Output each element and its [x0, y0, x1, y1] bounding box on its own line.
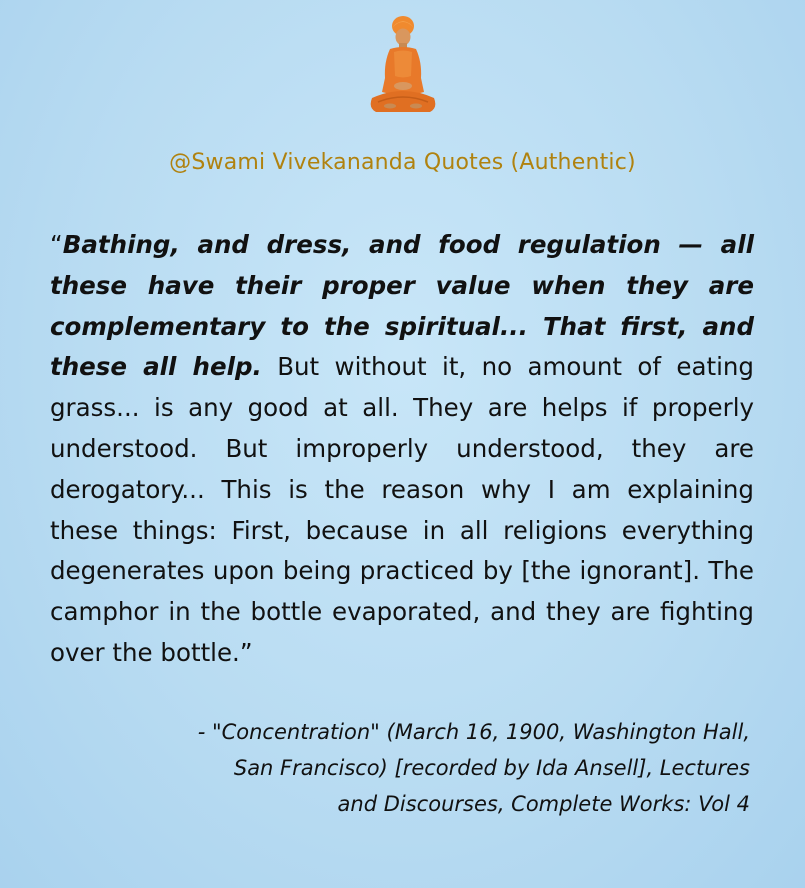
quote-open-mark: “	[50, 230, 63, 259]
seated-monk-figure-icon	[366, 12, 440, 116]
quote-emphasized-text: Bathing, and dress, and food regulation — all these have their proper value when they are complementary to the spiritual... That first, and these all help.	[50, 230, 754, 382]
citation-block	[100, 714, 750, 822]
citation-line: San Francisco) [recorded by Ida Ansell], Lectures	[233, 756, 750, 780]
quote-close-mark: ”	[239, 637, 253, 667]
citation-line: and Discourses, Complete Works: Vol 4	[337, 792, 750, 816]
quote-body-text: But without it, no amount of eating grass... is any good at all. They are helps if properly understood. But improperly understood, they are derogatory... This is the reason why I am explaining these things: First, because in all religions everything degenerates upon being practiced by [the ignorant]. The camphor in the bottle evaporated, and they are fighting over the bottle.	[50, 352, 754, 667]
quote-block	[50, 225, 754, 674]
citation-line: - "Concentration" (March 16, 1900, Washington Hall,	[197, 720, 750, 744]
page-handle-title: @Swami Vivekananda Quotes (Authentic)	[169, 150, 636, 175]
